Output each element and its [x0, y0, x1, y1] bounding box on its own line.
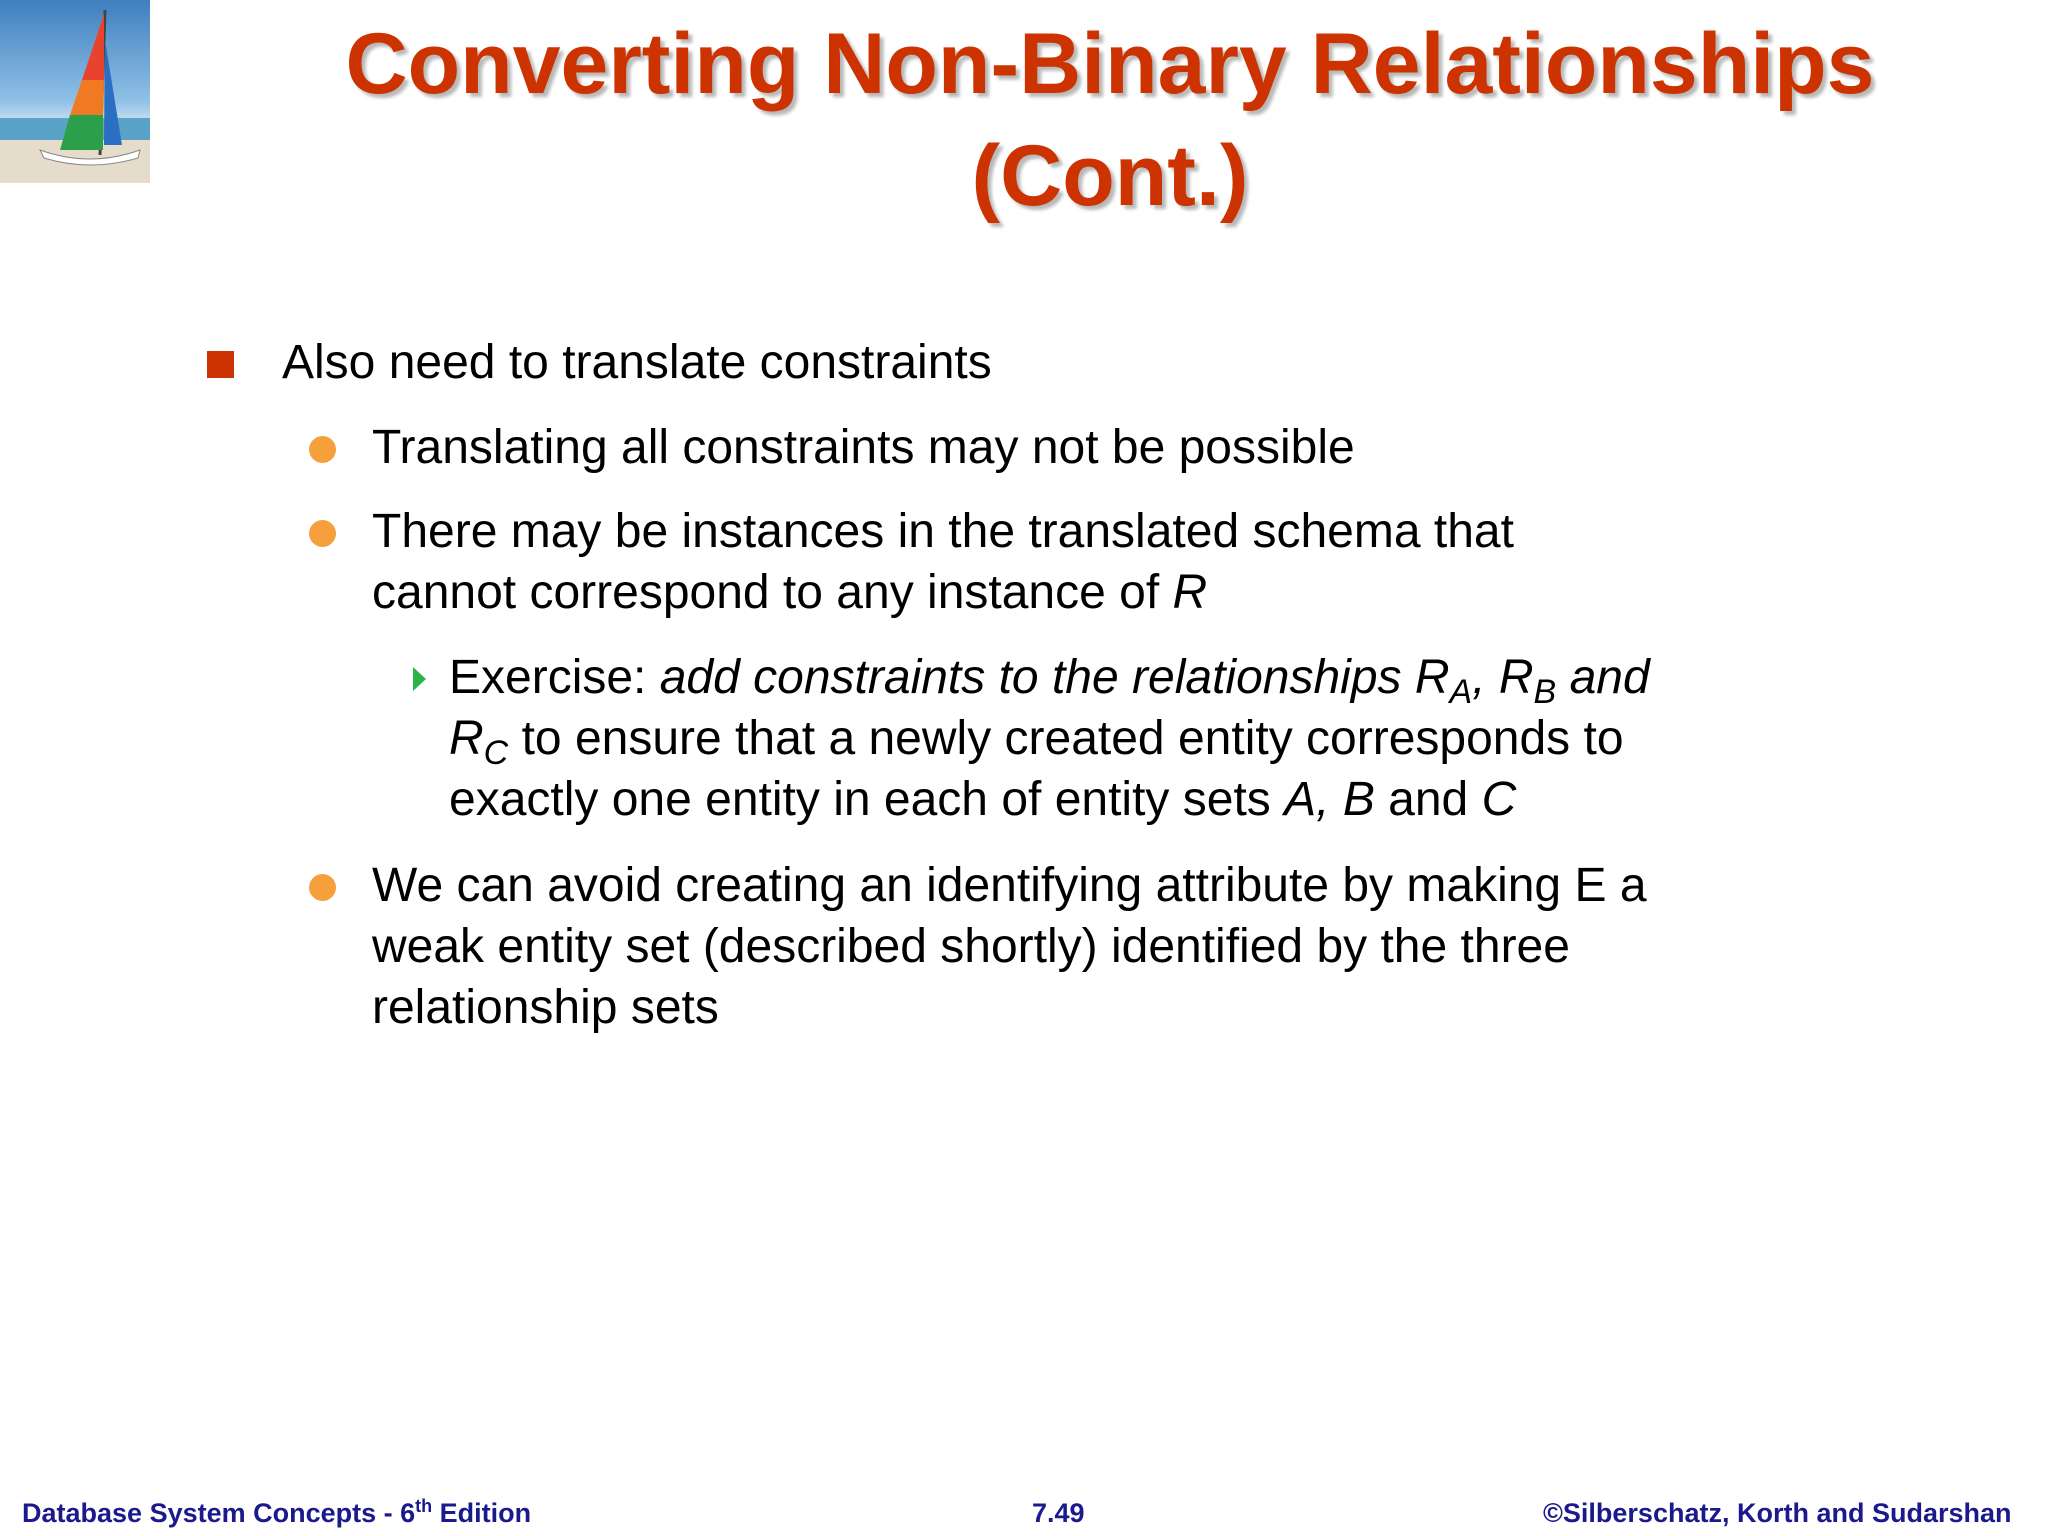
subscript: A [1449, 673, 1473, 711]
subscript: C [483, 734, 509, 772]
exercise-label: Exercise: [449, 651, 647, 704]
triangle-bullet-icon [413, 667, 426, 691]
text-run: cannot correspond to any instance of [372, 566, 1173, 619]
sub-bullet-text: We can avoid creating an identifying attribute by making E a [372, 859, 1647, 912]
dot-bullet-icon [309, 874, 336, 901]
text-run: and [1374, 773, 1482, 826]
text-run: exactly one entity in each of entity sets [449, 773, 1285, 826]
subscript: B [1533, 673, 1557, 711]
sub-bullet-text: relationship sets [372, 981, 719, 1034]
variable-text: R [1172, 566, 1208, 619]
bullet-text: Also need to translate constraints [282, 336, 992, 389]
exercise-italic: add constraints to the relationships R [659, 651, 1450, 704]
dot-bullet-icon [309, 520, 336, 547]
sub-bullet-text [372, 562, 1207, 623]
slide-title-line2: (Cont.) [971, 128, 1249, 224]
variable-text: R [449, 712, 484, 765]
variable-text: C [1481, 773, 1517, 826]
footer-book-title [22, 1498, 531, 1529]
sailboat-logo-icon [0, 0, 150, 183]
footer-page-number: 7.49 [1032, 1498, 1085, 1528]
sub-bullet-text: Translating all constraints may not be possible [372, 421, 1355, 474]
exercise-text [449, 769, 1516, 830]
text-run: Edition [432, 1498, 532, 1528]
sub-bullet-text: There may be instances in the translated schema that [372, 505, 1514, 558]
exercise-text [449, 708, 1624, 772]
slide-title [220, 8, 2000, 232]
variable-text: A, B [1284, 773, 1375, 826]
square-bullet-icon [207, 351, 234, 378]
exercise-italic: and [1556, 651, 1650, 704]
slide-title-line1: Converting Non-Binary Relationships [345, 16, 1875, 112]
sub-bullet-text: weak entity set (described shortly) identified by the three [372, 920, 1570, 973]
superscript: th [415, 1496, 433, 1516]
exercise-italic: , R [1472, 651, 1534, 704]
exercise-text [449, 647, 1650, 711]
footer-copyright: ©Silberschatz, Korth and Sudarshan [1543, 1498, 2012, 1528]
dot-bullet-icon [309, 436, 336, 463]
text-run: to ensure that a newly created entity corresponds to [508, 712, 1624, 765]
text-run: Database System Concepts - 6 [22, 1498, 416, 1528]
